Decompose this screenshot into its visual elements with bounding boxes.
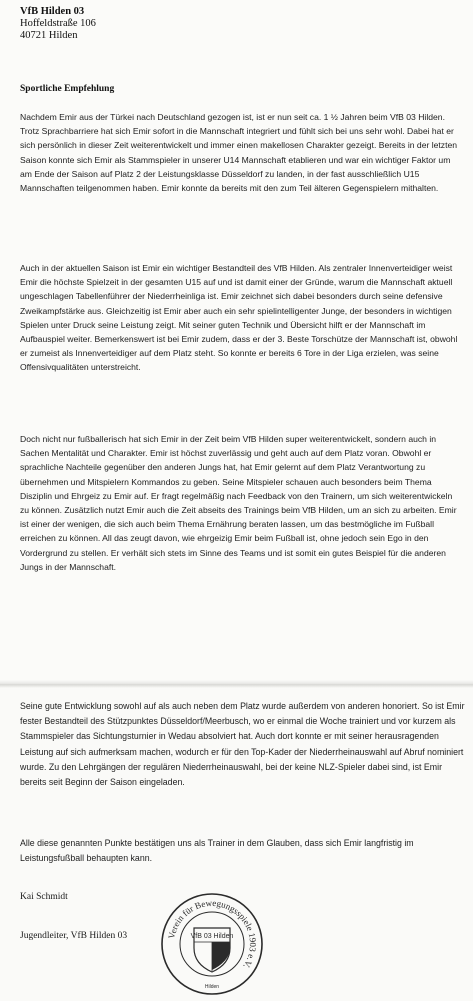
stamp-bottom-text: Hilden (204, 984, 220, 990)
paragraph-conclusion: Alle diese genannten Punkte bestätigen uns als Trainer in dem Glauben, dass sich Emir langfristig im Leistungsfußball behaupten kann. (20, 838, 414, 864)
signature-role: Jugendleiter, VfB Hilden 03 (20, 931, 128, 941)
letterhead-club: VfB Hilden 03 (20, 6, 85, 17)
page-tear-edge (0, 680, 473, 688)
stamp-center-text: VfB 03 Hilden (190, 933, 234, 940)
letter-subject: Sportliche Empfehlung (20, 84, 115, 94)
paragraph-character: Doch nicht nur fußballerisch hat sich Emir in der Zeit beim VfB Hilden super weiterentwickelt, sondern auch in Sachen Mentalität und Charakter. Emir ist höchst zuverlässig und geht auch auf dem Platz voran. Obwohl er sprachliche Nachteile gegenüber den anderen Jungs hat, hat Emir gelernt auf dem Platz Verantwortung zu übernehmen und Mitspielern Kommandos zu geben. Seine Mitspieler schauen auch besonders beim Thema Disziplin und Ehrgeiz zu Emir auf. Er fragt regelmäßig nach Feedback von den Trainern, um sich weiterentwickeln zu können. Zusätzlich nutzt Emir auch die Zeit abseits des Trainings beim VfB Hilden, um an sich zu arbeiten. Emir ist einer der wenigen, die sich auch beim Thema Ernährung beraten lassen, um das bestmögliche im Fußball erreichen zu können. All das zeugt davon, wie ehrgeizig Emir beim Fußball ist, ohne jedoch sein Ego in den Vordergrund zu stellen. Er verhält sich stets im Sinne des Teams und ist somit ein gutes Beispiel für die anderen Jungs in der Mannschaft. (20, 434, 457, 572)
club-stamp (158, 890, 266, 998)
paragraph-current-season: Auch in der aktuellen Saison ist Emir ein wichtiger Bestandteil des VfB Hilden. Als zentraler Innenverteidiger weist Emir die höchste Spielzeit in der gesamten U15 auf und ist damit einer der Gründe, warum die Mannschaft aktuell ungeschlagen Tabellenführer der Niederrheinliga ist. Emir zeichnet sich dabei besonders durch seine defensive Zweikampfstärke aus. Gleichzeitig ist Emir aber auch ein sehr spielintelligenter Junge, der besonders in wichtigen Spielen unter Druck seine Leistung zeigt. Mit seiner guten Technik und Übersicht hilft er der Mannschaft im Aufbauspiel weiter. Bemerkenswert ist bei Emir zudem, dass er der 3. Beste Torschütze der Mannschaft ist, obwohl er zumeist als Innenverteidiger auf dem Platz steht. So konnte er bereits 6 Tore in der Liga erzielen, was seine Offensivqualitäten unterstreicht. (20, 263, 458, 373)
letterhead-street: Hoffeldstraße 106 (20, 18, 96, 29)
letterhead-address (20, 6, 96, 42)
stamp-ring-text: Verein für Bewegungsspiele 1903 e.V. (166, 897, 259, 971)
paragraph-history: Nachdem Emir aus der Türkei nach Deutschland gezogen ist, ist er nun seit ca. 1 ½ Jahren beim VfB 03 Hilden. Trotz Sprachbarriere hat sich Emir sofort in die Mannschaft integriert und fühlt sich bei uns sehr wohl. Dabei hat er sich persönlich in dieser Zeit weiterentwickelt und immer einen makellosen Charakter gezeigt. Bereits in der letzten Saison konnte sich Emir als Stammspieler in unserer U14 Mannschaft etablieren und war ein wichtiger Faktor um am Ende der Saison auf Platz 2 der Leistungsklasse Düsseldorf zu landen, in der fast ausschließlich U15 Mannschaften teilgenommen haben. Emir konnte da bereits mit den zum Teil älteren Gegenspielern mithalten. (20, 112, 458, 194)
signature-name: Kai Schmidt (20, 892, 68, 902)
paragraph-recognition: Seine gute Entwicklung sowohl auf als auch neben dem Platz wurde außerdem von anderen honoriert. So ist Emir fester Bestandteil des Stützpunktes Düsseldorf/Meerbusch, wo er einmal die Woche trainiert und vor kurzem als Stammspieler das Sichtungsturnier in Wedau absolviert hat. Auch dort konnte er mit seiner herausragenden Leistung auf sich aufmerksam machen, wodurch er für den Top-Kader der Niederrheinauswahl auf Abruf nominiert wurde. Zu den Lehrgängen der regulären Niederrheinauswahl, bei der keine NLZ-Spieler dabei sind, ist Emir bereits seit Beginn der Saison eingeladen. (20, 701, 465, 788)
letterhead-city: 40721 Hilden (20, 30, 78, 41)
